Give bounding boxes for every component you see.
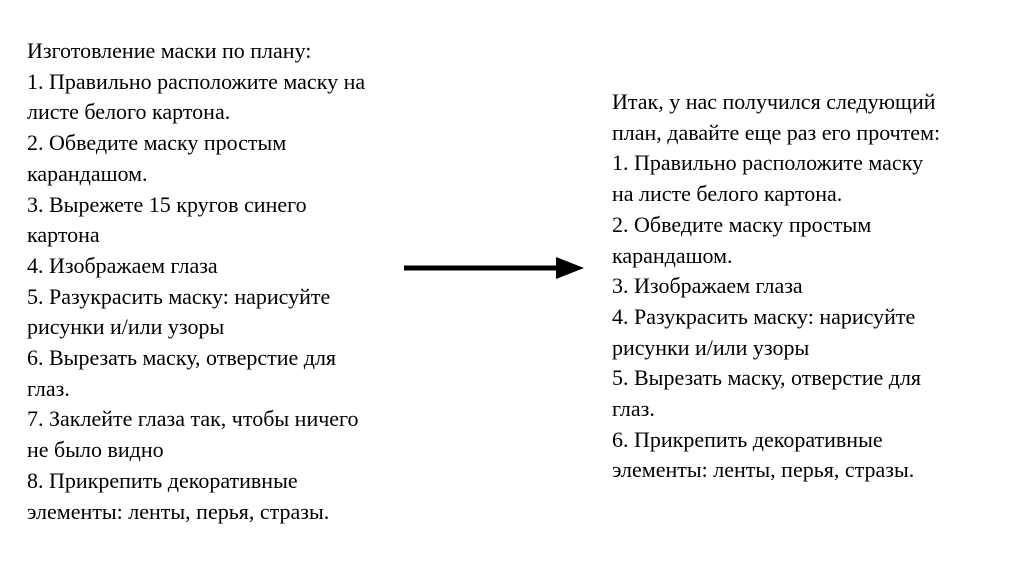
revised-plan-line: 3. Изображаем глаза xyxy=(612,273,803,299)
revised-plan-line: карандашом. xyxy=(612,242,733,268)
original-plan-line: 3. Вырежете 15 кругов синего xyxy=(27,191,307,217)
original-plan-line: рисунки и/или узоры xyxy=(27,314,225,340)
revised-plan-text xyxy=(612,87,940,486)
original-plan-line: 6. Вырезать маску, отверстие для xyxy=(27,345,337,371)
original-plan-line: не было видно xyxy=(27,437,164,463)
original-plan-line: 5. Разукрасить маску: нарисуйте xyxy=(27,283,331,309)
revised-plan-line: 2. Обведите маску простым xyxy=(612,211,872,237)
original-plan-line: картона xyxy=(27,222,100,248)
original-plan-line: глаз. xyxy=(27,375,70,401)
revised-plan-line: элементы: ленты, перья, стразы. xyxy=(612,457,915,483)
revised-plan-line: 1. Правильно расположите маску xyxy=(612,150,924,176)
original-plan-heading: Изготовление маски по плану: xyxy=(27,38,312,63)
revised-plan-line: на листе белого картона. xyxy=(612,181,843,207)
original-plan-text xyxy=(27,36,365,527)
original-plan-line: листе белого картона. xyxy=(27,99,231,125)
revised-plan-line: 4. Разукрасить маску: нарисуйте xyxy=(612,303,916,329)
revised-plan-line: глаз. xyxy=(612,396,655,422)
original-plan-line: 4. Изображаем глаза xyxy=(27,252,218,278)
revised-plan-intro: Итак, у нас получился следующий xyxy=(612,89,936,114)
revised-plan-line: 6. Прикрепить декоративные xyxy=(612,426,883,452)
revised-plan-line: рисунки и/или узоры xyxy=(612,334,810,360)
arrow-head xyxy=(556,257,584,279)
original-plan-line: 2. Обведите маску простым xyxy=(27,130,287,156)
original-plan-line: 8. Прикрепить декоративные xyxy=(27,467,298,493)
right-arrow-icon xyxy=(404,255,584,281)
revised-plan-intro: план, давайте еще раз его прочтем: xyxy=(612,119,941,145)
revised-plan-line: 5. Вырезать маску, отверстие для xyxy=(612,365,922,391)
original-plan-line: карандашом. xyxy=(27,160,148,186)
original-plan-line: элементы: ленты, перья, стразы. xyxy=(27,498,330,524)
original-plan-line: 1. Правильно расположите маску на xyxy=(27,68,366,94)
original-plan-line: 7. Заклейте глаза так, чтобы ничего xyxy=(27,406,359,432)
